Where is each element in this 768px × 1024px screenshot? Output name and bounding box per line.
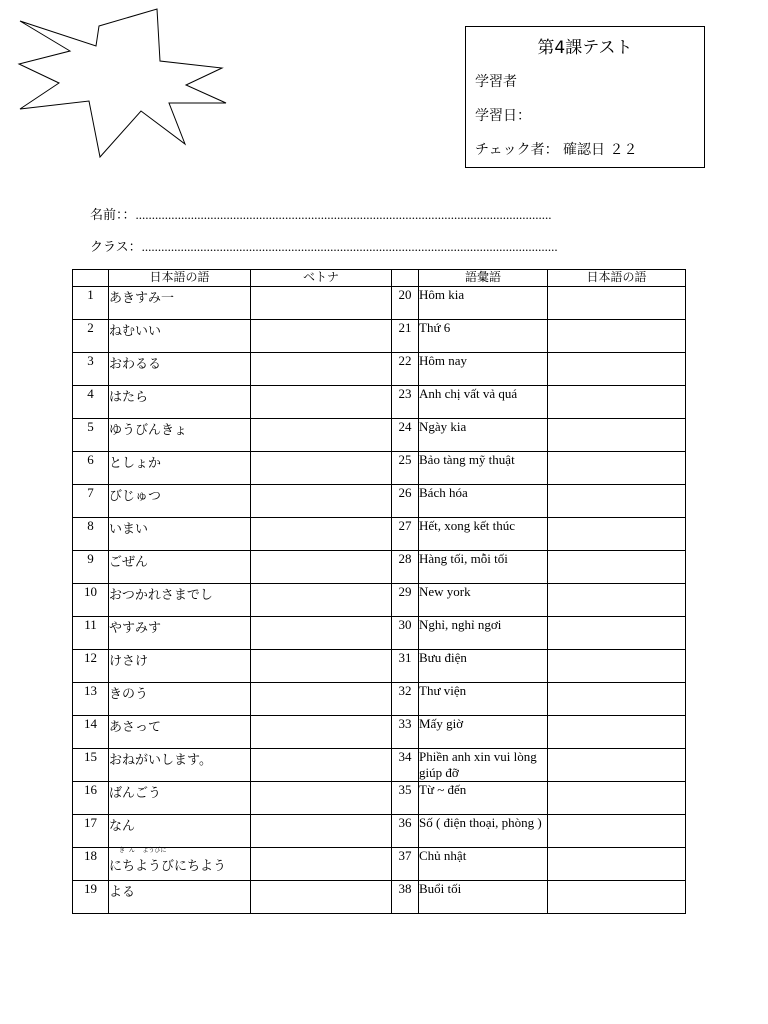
japanese-word-text: としょか — [109, 456, 162, 471]
answer-cell[interactable] — [548, 782, 686, 815]
vietnamese-word: Anh chị vất vả quá — [419, 386, 548, 419]
answer-cell[interactable] — [251, 782, 392, 815]
japanese-word — [109, 749, 251, 782]
japanese-word-text: おねがいします。 — [109, 753, 212, 768]
left-number: 13 — [73, 683, 109, 716]
vocabulary-table — [72, 269, 686, 914]
right-number: 29 — [392, 584, 419, 617]
japanese-word-text: びじゅつ — [109, 489, 162, 504]
left-number: 16 — [73, 782, 109, 815]
japanese-word — [109, 419, 251, 452]
vietnamese-word: Hôm kia — [419, 287, 548, 320]
class-field[interactable] — [90, 236, 658, 255]
vietnamese-word: Thứ 6 — [419, 320, 548, 353]
answer-cell[interactable] — [548, 749, 686, 782]
answer-cell[interactable] — [251, 386, 392, 419]
name-label: 名前：： — [90, 208, 136, 223]
right-number: 20 — [392, 287, 419, 320]
japanese-word — [109, 551, 251, 584]
japanese-word-text: ゆうびんきょ — [109, 423, 188, 438]
left-number: 7 — [73, 485, 109, 518]
table-row — [73, 617, 686, 650]
answer-cell[interactable] — [548, 716, 686, 749]
left-number: 4 — [73, 386, 109, 419]
answer-cell[interactable] — [251, 452, 392, 485]
table-row — [73, 551, 686, 584]
vietnamese-word: Nghỉ, nghỉ ngơi — [419, 617, 548, 650]
japanese-word-text: なん — [109, 819, 136, 834]
vietnamese-word: Buổi tối — [419, 881, 548, 914]
left-number: 18 — [73, 848, 109, 881]
vietnamese-word: New york — [419, 584, 548, 617]
answer-cell[interactable] — [548, 452, 686, 485]
japanese-word — [109, 650, 251, 683]
table-row — [73, 287, 686, 320]
right-number: 38 — [392, 881, 419, 914]
japanese-word — [109, 320, 251, 353]
table-row — [73, 683, 686, 716]
japanese-word — [109, 782, 251, 815]
answer-cell[interactable] — [251, 320, 392, 353]
japanese-word — [109, 881, 251, 914]
left-number: 14 — [73, 716, 109, 749]
right-number: 36 — [392, 815, 419, 848]
table-row — [73, 518, 686, 551]
right-number: 23 — [392, 386, 419, 419]
answer-cell[interactable] — [548, 386, 686, 419]
answer-cell[interactable] — [251, 485, 392, 518]
table-row — [73, 452, 686, 485]
vietnamese-word: Phiền anh xin vui lòng giúp đỡ — [419, 749, 548, 782]
japanese-word — [109, 518, 251, 551]
left-number: 11 — [73, 617, 109, 650]
answer-cell[interactable] — [251, 650, 392, 683]
left-number: 6 — [73, 452, 109, 485]
table-row — [73, 815, 686, 848]
japanese-word-text: おつかれさまでし — [109, 588, 213, 603]
left-number: 9 — [73, 551, 109, 584]
answer-cell[interactable] — [548, 320, 686, 353]
right-number: 30 — [392, 617, 419, 650]
japanese-word-text: おわるる — [109, 357, 162, 372]
answer-cell[interactable] — [251, 716, 392, 749]
japanese-word-text: きのう — [109, 687, 149, 702]
right-number: 35 — [392, 782, 419, 815]
left-number: 17 — [73, 815, 109, 848]
table-row — [73, 353, 686, 386]
japanese-word — [109, 617, 251, 650]
left-number: 2 — [73, 320, 109, 353]
left-number: 3 — [73, 353, 109, 386]
table-row — [73, 419, 686, 452]
japanese-word — [109, 848, 251, 881]
table-row — [73, 650, 686, 683]
name-field[interactable] — [90, 204, 658, 223]
answer-cell[interactable] — [548, 353, 686, 386]
vietnamese-word: Mấy giờ — [419, 716, 548, 749]
japanese-word-text: よる — [109, 885, 136, 900]
answer-cell[interactable] — [251, 584, 392, 617]
table-row — [73, 782, 686, 815]
answer-cell[interactable] — [251, 287, 392, 320]
left-number: 19 — [73, 881, 109, 914]
right-number: 24 — [392, 419, 419, 452]
table-row — [73, 848, 686, 881]
answer-cell[interactable] — [548, 881, 686, 914]
test-title: 第4課テスト — [537, 38, 633, 58]
japanese-word — [109, 287, 251, 320]
vietnamese-word: Bách hóa — [419, 485, 548, 518]
study-date-label: 学習日： — [475, 108, 531, 124]
right-number: 31 — [392, 650, 419, 683]
japanese-word — [109, 353, 251, 386]
left-number: 10 — [73, 584, 109, 617]
japanese-word-text: ばんごう — [109, 786, 162, 801]
answer-cell[interactable] — [251, 617, 392, 650]
left-number: 5 — [73, 419, 109, 452]
left-number: 8 — [73, 518, 109, 551]
class-label: クラス： — [90, 240, 142, 255]
right-number: 34 — [392, 749, 419, 782]
vietnamese-word: Số ( điện thoại, phòng ) — [419, 815, 548, 848]
furigana-text: き ん ようびに — [119, 847, 167, 854]
test-info-box — [465, 26, 705, 168]
right-number: 26 — [392, 485, 419, 518]
right-number: 22 — [392, 353, 419, 386]
answer-cell[interactable] — [548, 815, 686, 848]
starburst-shape — [14, 6, 230, 160]
japanese-word-text: ごぜん — [109, 555, 149, 570]
left-number: 1 — [73, 287, 109, 320]
japanese-word-text: けさけ — [109, 654, 149, 669]
header-cell: 語彙語 — [419, 270, 548, 287]
right-number: 37 — [392, 848, 419, 881]
japanese-word — [109, 683, 251, 716]
answer-cell[interactable] — [548, 518, 686, 551]
table-row — [73, 584, 686, 617]
table-row — [73, 386, 686, 419]
header-cell: 日本語の語 — [109, 270, 251, 287]
japanese-word-text: あさって — [109, 720, 162, 735]
answer-cell[interactable] — [548, 650, 686, 683]
japanese-word-text: やすみす — [109, 621, 162, 636]
table-row — [73, 320, 686, 353]
class-dots: ................................................................................................................................ — [141, 239, 558, 254]
answer-cell[interactable] — [548, 584, 686, 617]
vietnamese-word: Bảo tàng mỹ thuật — [419, 452, 548, 485]
japanese-word-text: いまい — [109, 522, 149, 537]
answer-cell[interactable] — [548, 683, 686, 716]
vietnamese-word: Ngày kia — [419, 419, 548, 452]
answer-cell[interactable] — [251, 419, 392, 452]
japanese-word-text: あきすみ一 — [109, 291, 175, 306]
answer-cell[interactable] — [251, 551, 392, 584]
answer-cell[interactable] — [548, 551, 686, 584]
header-cell — [73, 270, 109, 287]
japanese-word — [109, 386, 251, 419]
table-header-row — [73, 270, 686, 287]
right-number: 33 — [392, 716, 419, 749]
japanese-word-text: はたら — [109, 390, 149, 405]
table-row — [73, 716, 686, 749]
vietnamese-word: Hôm nay — [419, 353, 548, 386]
answer-cell[interactable] — [548, 419, 686, 452]
japanese-word — [109, 716, 251, 749]
japanese-word — [109, 815, 251, 848]
answer-cell[interactable] — [251, 683, 392, 716]
table-row — [73, 881, 686, 914]
japanese-word — [109, 485, 251, 518]
right-number: 27 — [392, 518, 419, 551]
answer-cell[interactable] — [548, 485, 686, 518]
answer-cell[interactable] — [251, 518, 392, 551]
header-cell: 日本語の語 — [548, 270, 686, 287]
right-number: 25 — [392, 452, 419, 485]
answer-cell[interactable] — [251, 815, 392, 848]
answer-cell[interactable] — [548, 617, 686, 650]
learner-label: 学習者 — [475, 74, 517, 90]
answer-cell[interactable] — [251, 749, 392, 782]
answer-cell[interactable] — [251, 848, 392, 881]
right-number: 32 — [392, 683, 419, 716]
left-number: 15 — [73, 749, 109, 782]
left-number: 12 — [73, 650, 109, 683]
header-cell: ベトナ — [251, 270, 392, 287]
vietnamese-word: Hết, xong kết thúc — [419, 518, 548, 551]
checker-label: チェック者： 確認日 ２２ — [475, 142, 638, 158]
japanese-word — [109, 584, 251, 617]
vietnamese-word: Chủ nhật — [419, 848, 548, 881]
vietnamese-word: Hàng tối, mỗi tối — [419, 551, 548, 584]
answer-cell[interactable] — [548, 848, 686, 881]
japanese-word-text: にちようびにちよう — [109, 859, 227, 874]
table-row — [73, 749, 686, 782]
header-cell — [392, 270, 419, 287]
vietnamese-word: Bưu điện — [419, 650, 548, 683]
vietnamese-word: Thư viện — [419, 683, 548, 716]
answer-cell[interactable] — [251, 353, 392, 386]
name-dots: ................................................................................................................................ — [135, 207, 552, 222]
right-number: 21 — [392, 320, 419, 353]
table-row — [73, 485, 686, 518]
answer-cell[interactable] — [548, 287, 686, 320]
right-number: 28 — [392, 551, 419, 584]
vietnamese-word: Từ ~ đến — [419, 782, 548, 815]
japanese-word-text: ねむいい — [109, 324, 162, 339]
japanese-word — [109, 452, 251, 485]
answer-cell[interactable] — [251, 881, 392, 914]
